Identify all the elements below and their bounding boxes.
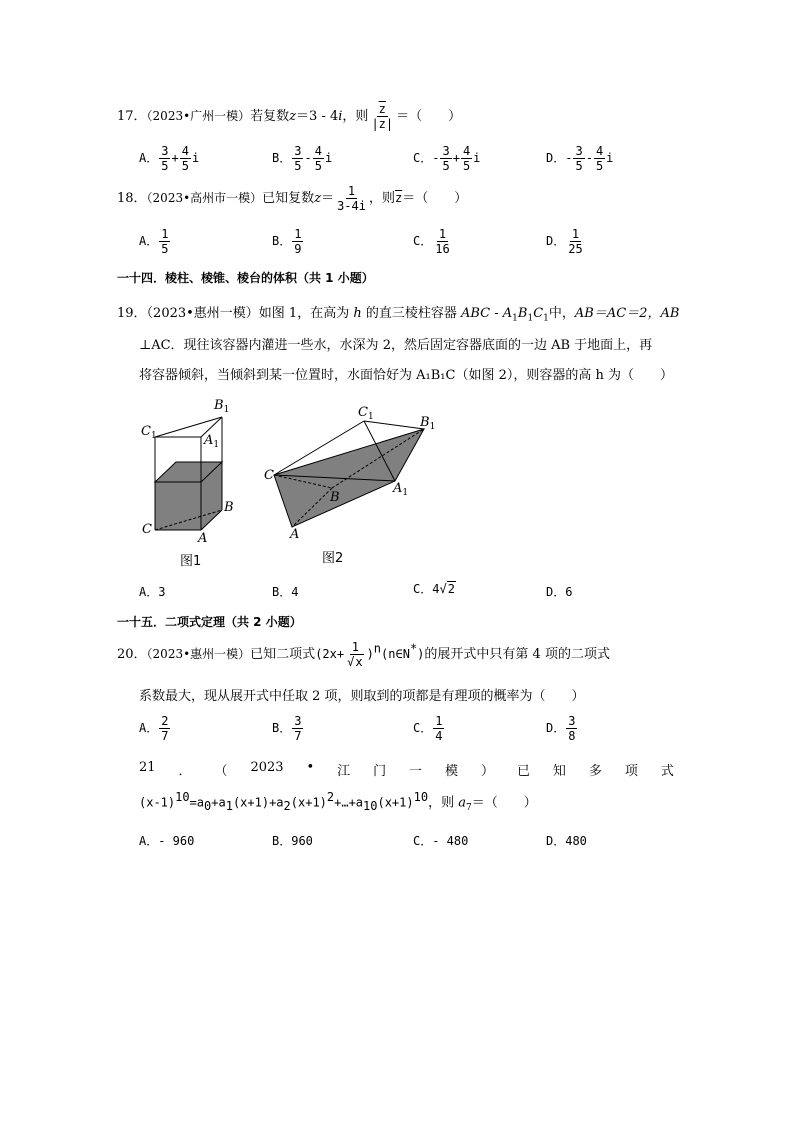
question-source: （2023•广州一模） bbox=[146, 109, 251, 123]
label-b: B bbox=[330, 490, 340, 505]
q20-option-c[interactable]: C． $\frac{1}{4}$ bbox=[413, 714, 443, 743]
figure-2-tilted-prism bbox=[260, 400, 445, 545]
q17-option-c[interactable]: C．- $\frac{3}{5}$ + $\frac{4}{5}$ i bbox=[413, 144, 481, 173]
label-b1: $B_1$ bbox=[214, 398, 230, 415]
question-17-stem: 17．（2023•广州一模）若复数z＝3 - 4i，则 $\frac{\overline{z}}{|z|}$ ＝（ ） bbox=[117, 102, 462, 131]
q21-option-d[interactable]: D．480 bbox=[546, 834, 587, 848]
figure-1-prism bbox=[138, 392, 248, 572]
q18-option-b[interactable]: B． $\frac{1}{9}$ bbox=[272, 227, 302, 256]
section-heading-15: 一十五．二项式定理（共 2 小题） bbox=[117, 615, 302, 629]
q18-option-d[interactable]: D． $\frac{1}{25}$ bbox=[546, 227, 583, 256]
fraction-conj-over-modulus: $\frac{\overline{z}}{|z|}$ bbox=[371, 102, 394, 131]
question-21-line-1: 21 ． （ 2023 • 江 门 一 模 ） 已 知 多 项 式 bbox=[139, 760, 674, 779]
label-a1: $A_1$ bbox=[204, 433, 220, 450]
label-c: C bbox=[142, 522, 152, 537]
q19-option-d[interactable]: D．6 bbox=[546, 585, 573, 599]
label-b1: $B_1$ bbox=[420, 415, 436, 432]
question-number: 17． bbox=[117, 109, 147, 124]
q17-option-a[interactable]: A． $\frac{3}{5}$ + $\frac{4}{5}$ i bbox=[139, 144, 200, 173]
question-19-line-1: 19．（2023•惠州一模）如图 1，在高为 h 的直三棱柱容器 ABC - $A_1B_1C_1$中，AB＝AC＝2，AB bbox=[117, 306, 680, 324]
question-18-stem: 18．（2023•高州市一模）已知复数z＝ $\frac{1}{3-4i}$ ，则$\overline{z}=$（ ） bbox=[117, 184, 468, 213]
fraction-1-over-3-4i: $\frac{1}{3-4i}$ bbox=[337, 184, 366, 213]
label-a: A bbox=[290, 527, 300, 542]
question-20-line-2: 系数最大，现从展开式中任取 2 项，则取到的项都是有理项的概率为（ ） bbox=[139, 689, 585, 704]
q17-option-b[interactable]: B． $\frac{3}{5}$ - $\frac{4}{5}$ i bbox=[272, 144, 333, 173]
section-heading-14: 一十四．棱柱、棱锥、棱台的体积（共 1 小题） bbox=[117, 271, 374, 285]
label-b: B bbox=[224, 500, 234, 515]
label-a1: $A_1$ bbox=[393, 481, 409, 498]
question-20-line-1: 20．（2023•惠州一模）已知二项式(2x+ $\frac{1}{√x}$ )$^n$(n∈N*)的展开式中只有第 4 项的二项式 bbox=[117, 640, 610, 669]
q21-option-a[interactable]: A．- 960 bbox=[139, 834, 195, 848]
figure-2-caption: 图2 bbox=[322, 551, 344, 566]
label-c1: $C_1$ bbox=[358, 405, 374, 422]
q19-option-b[interactable]: B．4 bbox=[272, 585, 299, 599]
q18-option-a[interactable]: A． $\frac{1}{5}$ bbox=[139, 227, 169, 256]
question-19-line-2: ⊥AC．现往该容器内灌进一些水，水深为 2，然后固定容器底面的一边 AB 于地面上，再 bbox=[139, 338, 653, 353]
q19-option-c[interactable]: C．4√2 bbox=[413, 582, 455, 596]
label-c1: $C_1$ bbox=[141, 424, 157, 441]
q21-option-b[interactable]: B．960 bbox=[272, 834, 313, 848]
q19-option-a[interactable]: A．3 bbox=[139, 585, 166, 599]
label-a: A bbox=[198, 531, 208, 546]
q18-option-c[interactable]: C． $\frac{1}{16}$ bbox=[413, 227, 450, 256]
q17-option-d[interactable]: D．- $\frac{3}{5}$ - $\frac{4}{5}$ i bbox=[546, 144, 614, 173]
q20-option-a[interactable]: A． $\frac{2}{7}$ bbox=[139, 714, 169, 743]
question-21-line-2: $(x-1)^{10}=a_0+a_1(x+1)+a_2(x+1)^2+\dots+a_{10}(x+1)^{10}$，则 $a_7=$（ ） bbox=[139, 790, 537, 813]
question-19-line-3: 将容器倾斜，当倾斜到某一位置时，水面恰好为 A₁B₁C（如图 2），则容器的高 h 为（ ） bbox=[139, 368, 673, 383]
q21-option-c[interactable]: C．- 480 bbox=[413, 834, 469, 848]
q20-option-d[interactable]: D． $\frac{3}{8}$ bbox=[546, 714, 576, 743]
label-c: C bbox=[264, 468, 274, 483]
q20-option-b[interactable]: B． $\frac{3}{7}$ bbox=[272, 714, 302, 743]
figure-1-caption: 图1 bbox=[180, 554, 202, 569]
